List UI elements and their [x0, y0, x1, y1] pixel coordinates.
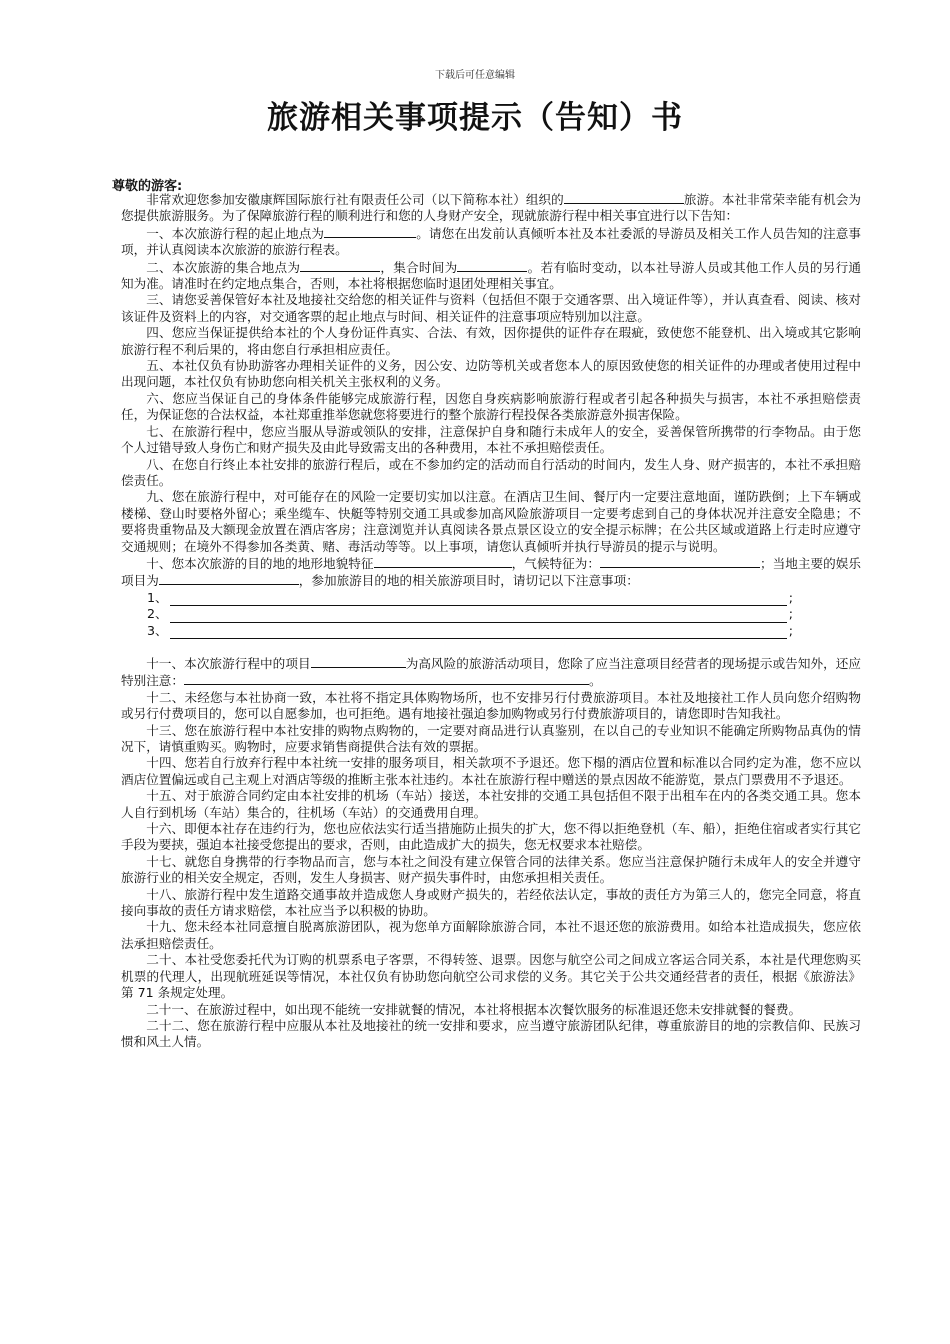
- semicolon-2: ;: [788, 606, 793, 622]
- semicolon-1: ;: [788, 589, 793, 605]
- item-16: 十六、即便本社存在违约行为，您也应依法实行适当措施防止损失的扩大，您不得以拒绝登机（车、船），拒绝住宿或者实行其它手段为要挟，强迫本社接受您提出的要求，否则，由此造成扩大的损失，您无权要求本社赔偿。: [121, 821, 861, 853]
- item-11-text-b: 为高风险的旅游活动项目，您除了应当注意项目经营者的现场提示或告知外，还应特别注意：: [121, 655, 862, 689]
- notice-number-3: 3、: [147, 622, 168, 638]
- item-11-text-a: 十一、本次旅游行程中的项目: [146, 655, 311, 671]
- item-14: 十四、您若自行放弃行程中本社统一安排的服务项目，相关款项不予退还。您下榻的酒店位置和标准以合同约定为准，您不应以酒店位置偏远或自己主观上对酒店等级的推断主张本社违约。本社在旅游行程中赠送的景点因故不能游览，景点门票费用不予退还。: [121, 755, 861, 787]
- item-11: [121, 655, 861, 690]
- item-20: 二十、本社受您委托代为订购的机票系电子客票，不得转签、退票。因您与航空公司之间成立客运合同关系，本社是代理您购买机票的代理人，出现航班延误等情况，本社仅负有协助您向航空公司求偿的义务。其它关于公共交通经营者的责任，根据《旅游法》第 71 条规定处理。: [121, 952, 861, 1001]
- item-3: 三、请您妥善保管好本社及地接社交给您的相关证件与资料（包括但不限于交通客票、出入境证件等），并认真查看、阅读、核对该证件及资料上的内容，对交通客票的起止地点与时间、相关证件的注意事项应特别加以注意。: [121, 292, 861, 324]
- item-10: [121, 555, 861, 590]
- notice-number-2: 2、: [147, 606, 168, 622]
- notice-line-1: [121, 590, 861, 606]
- item-18: 十八、旅游行程中发生道路交通事故并造成您人身或财产损失的，若经依法认定，事故的责任方为第三人的，您完全同意，将直接向事故的责任方请求赔偿，本社应当予以积极的协助。: [121, 886, 861, 919]
- climate-blank[interactable]: [600, 555, 760, 568]
- item-13: 十三、您在旅游行程中本社安排的购物点购物的，一定要对商品进行认真鉴别，在以自己的专业知识不能确定所购物品真伪的情况下，请慎重购买。购物时，应要求销售商提供合法有效的票据。: [121, 722, 861, 754]
- item-7: 七、在旅游行程中，您应当服从导游或领队的安排，注意保护自身和随行未成年人的安全，妥善保管所携带的行李物品。由于您个人过错导致人身伤亡和财产损失及由此导致需支出的各种费用，本社不承担赔偿责任。: [121, 423, 861, 456]
- item-2-text-b: ，集合时间为: [380, 259, 458, 275]
- semicolon-3: ;: [788, 622, 793, 638]
- notice-blank-2[interactable]: [170, 609, 787, 623]
- item-17: 十七、就您自身携带的行李物品而言，您与本社之间没有建立保管合同的法律关系。您应当注意保护随行未成年人的安全并遵守旅游行业的相关安全规定，否则，发生人身损害、财产损失事件时，由您承担相关责任。: [121, 853, 861, 886]
- entertainment-blank[interactable]: [159, 572, 299, 585]
- notice-line-3: [121, 623, 861, 639]
- item-22: 二十二、您在旅游行程中应服从本社及地接社的统一安排和要求，应当遵守旅游团队纪律，尊重旅游目的地的宗教信仰、民族习惯和风土人情。: [121, 1017, 861, 1050]
- item-8: 八、在您自行终止本社安排的旅游行程后，或在不参加约定的活动而自行活动的时间内，发生人身、财产损害的，本社不承担赔偿责任。: [121, 456, 861, 488]
- item-1-text-b: 。请您在出发前认真倾听本社及本社委派的导游员及相关工作人员告知的注意事项，并认真阅读本次旅游的旅游行程表。: [121, 225, 862, 258]
- item-15: 十五、对于旅游合同约定由本社安排的机场（车站）接送，本社安排的交通工具包括但不限于出租车在内的各类交通工具。您本人自行到机场（车站）集合的，往机场（车站）的交通费用自理。: [121, 788, 861, 820]
- item-10-text-d: ，参加旅游目的地的相关旅游项目时，请切记以下注意事项：: [298, 573, 639, 589]
- meeting-time-blank[interactable]: [457, 259, 527, 272]
- item-4: 四、您应当保证提供给本社的个人身份证件真实、合法、有效，因你提供的证件存在瑕疵，致使您不能登机、出入境或其它影响旅游行程不利后果的，将由您自行承担相应责任。: [121, 325, 861, 357]
- notice-blank-3[interactable]: [170, 625, 787, 639]
- item-6: 六、您应当保证自己的身体条件能够完成旅游行程，因您自身疾病影响旅游行程或者引起各种损失与损害，本社不承担赔偿责任，为保证您的合法权益，本社郑重推举您就您将要进行的整个旅游行程投保各类旅游意外损害保险。: [121, 390, 861, 423]
- item-19: 十九、您未经本社同意擅自脱离旅游团队，视为您单方面解除旅游合同，本社不退还您的旅游费用。如给本社造成损失，您应依法承担赔偿责任。: [121, 919, 861, 951]
- terrain-blank[interactable]: [374, 555, 512, 568]
- item-10-text-b: ，气候特征为：: [511, 555, 600, 571]
- item-11-text-c: 。: [588, 673, 602, 689]
- item-2-text-c: 。若有临时变动，以本社导游人员或其他工作人员的另行通知为准。请准时在约定地点集合，否则，本社将根据您临时退团处理相关事宜。: [121, 259, 862, 292]
- item-10-text-a: 十、您本次旅游的目的地的地形地貌特征: [146, 555, 374, 571]
- tour-name-blank[interactable]: [564, 191, 684, 204]
- item-5: 五、本社仅负有协助游客办理相关证件的义务，因公安、边防等机关或者您本人的原因致使您的相关证件的办理或者使用过程中出现问题，本社仅负有协助您向相关机关主张权利的义务。: [121, 358, 861, 390]
- item-2: [121, 259, 861, 293]
- item-1: [121, 225, 861, 259]
- intro-text-a: 非常欢迎您参加安徽康辉国际旅行社有限责任公司（以下简称本社）组织的: [146, 192, 564, 207]
- page-title: 旅游相关事项提示（告知）书: [267, 100, 683, 136]
- notice-blank-1[interactable]: [170, 592, 787, 606]
- item-2-text-a: 二、本次旅游的集合地点为: [146, 259, 301, 275]
- greeting: 尊敬的游客:: [112, 179, 183, 194]
- high-risk-project-blank[interactable]: [311, 655, 406, 668]
- intro-text-b: 旅游。本社非常荣幸能有机会为您提供旅游服务。为了保障旅游行程的顺利进行和您的人身财产安全，现就旅游行程中相关事宜进行以下告知：: [121, 192, 862, 224]
- header-note: 下载后可任意编辑: [435, 70, 515, 81]
- item-12: 十二、未经您与本社协商一致，本社将不指定具体购物场所，也不安排另行付费旅游项目。本社及地接社工作人员向您介绍购物或另行付费项目的，您可以自愿参加，也可拒绝。遇有地接社强迫参加购物或另行付费旅游项目的，请您即时告知我社。: [121, 689, 861, 722]
- start-end-blank[interactable]: [324, 225, 416, 238]
- item-21: 二十一、在旅游过程中，如出现不能统一安排就餐的情况，本社将根据本次餐饮服务的标准退还您未安排就餐的餐费。: [146, 1001, 802, 1017]
- document-body: [121, 191, 861, 1051]
- item-10-text-c: ；当地主要的娱乐项目为: [121, 555, 862, 589]
- notice-number-1: 1、: [147, 589, 168, 605]
- item-1-text-a: 一、本次旅游行程的起止地点为: [146, 225, 325, 241]
- special-attention-blank[interactable]: [184, 672, 589, 685]
- notice-line-2: [121, 606, 861, 622]
- item-9: 九、您在旅游行程中，对可能存在的风险一定要切实加以注意。在酒店卫生间、餐厅内一定要注意地面，谨防跌倒；上下车辆或楼梯、登山时要格外留心；乘坐缆车、快艇等特别交通工具或参加高风险旅游项目一定要考虑到自己的身体状况并注意安全隐患；不要将贵重物品及大额现金放置在酒店客房；注意浏览并认真阅读各景点景区设立的安全提示标牌；在公共区域或道路上行走时应遵守交通规则；在境外不得参加各类黄、赌、毒活动等等。以上事项，请您认真倾听并执行导游员的提示与说明。: [121, 489, 861, 554]
- meeting-place-blank[interactable]: [300, 259, 380, 272]
- intro-paragraph: [121, 191, 861, 225]
